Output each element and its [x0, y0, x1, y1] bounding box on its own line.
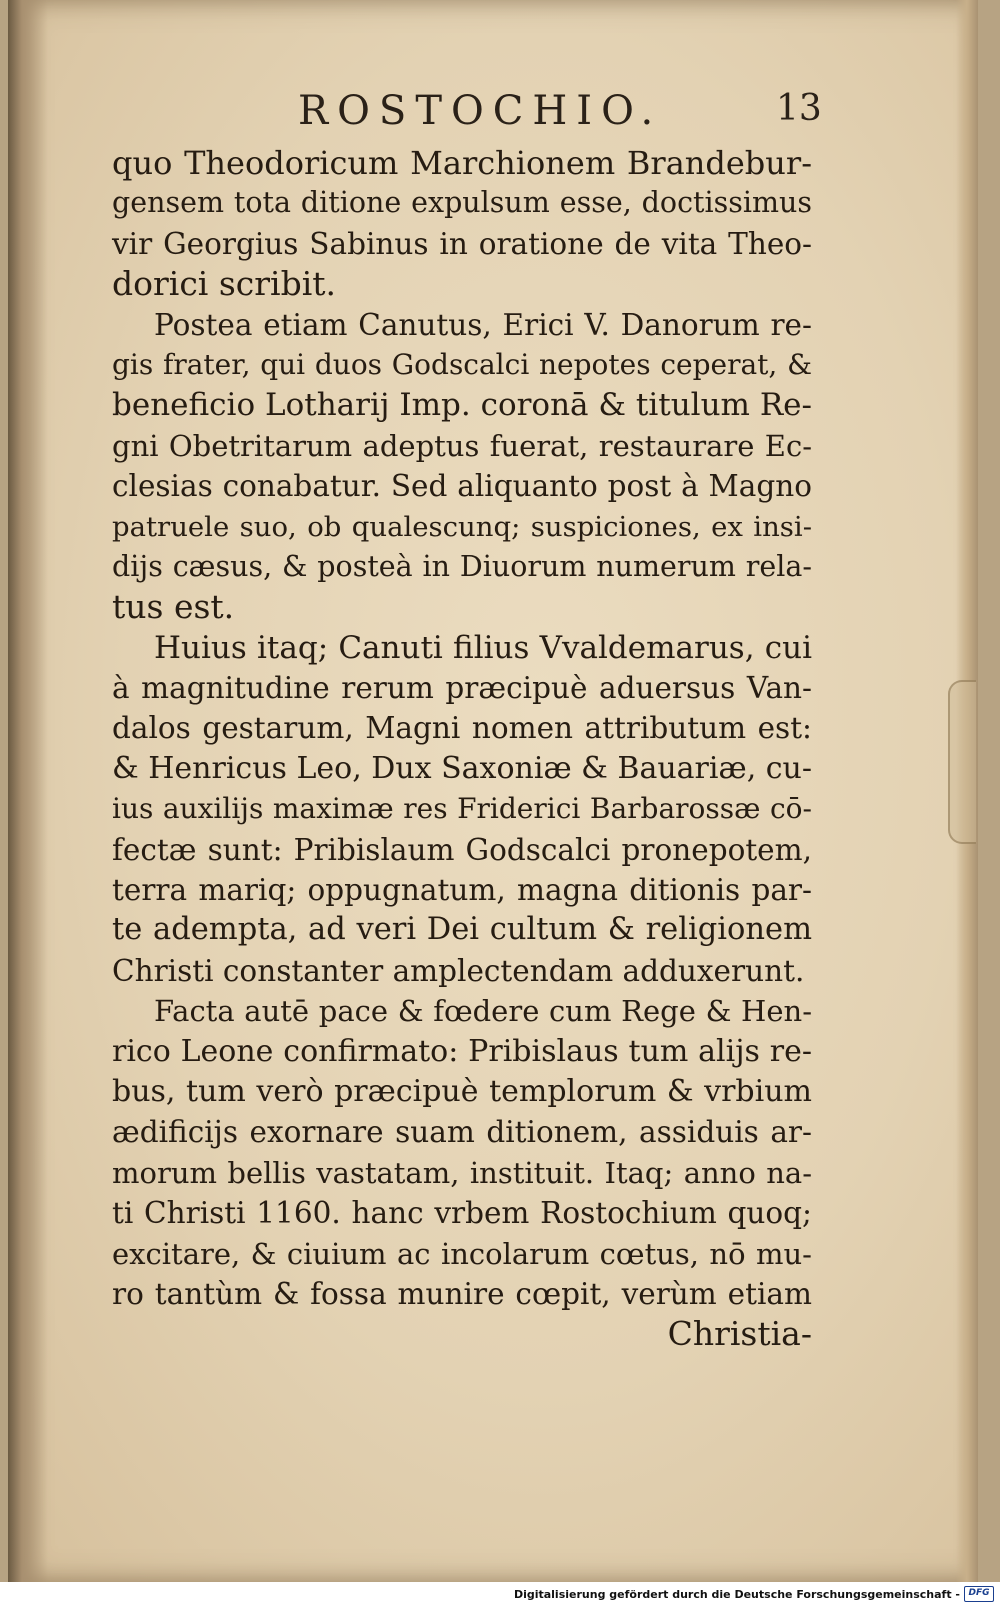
dfg-logo: DFG — [964, 1586, 994, 1602]
text-line: tus est. — [112, 587, 235, 627]
text-line: gensem tota ditione expulsum esse, doctissimus — [112, 186, 812, 220]
text-line: vir Georgius Sabinus in oratione de vita Theo- — [112, 226, 812, 261]
text-line: ius auxilijs maximæ res Friderici Barbarossæ cō- — [112, 792, 812, 826]
text-line: terra mariq; oppugnatum, magna ditionis par- — [112, 873, 812, 908]
body-text — [112, 143, 812, 1355]
text-line: excitare, & ciuium ac incolarum cœtus, nō mu- — [112, 1236, 812, 1271]
text-line: & Henricus Leo, Dux Saxoniæ & Bauariæ, cu- — [112, 750, 813, 786]
running-head: ROSTOCHIO. — [298, 88, 663, 134]
text-line: bus, tum verò præcipuè templorum & vrbium — [112, 1073, 812, 1109]
text-line: patruele suo, ob qualescunq; suspiciones, ex insi- — [112, 510, 812, 543]
text-line: beneficio Lotharij Imp. coronā & titulum Re- — [112, 387, 812, 424]
text-line: gis frater, qui duos Godscalci nepotes ceperat, & — [112, 347, 812, 381]
text-line: dijs cæsus, & posteà in Diuorum numerum rela- — [112, 549, 812, 583]
text-line: ro tantùm & fossa munire cœpit, verùm etiam — [112, 1276, 812, 1311]
paragraph-start-line: Postea etiam Canutus, Erici V. Danorum re- — [154, 307, 812, 342]
text-line: à magnitudine rerum præcipuè aduersus Van- — [112, 671, 812, 706]
page-number: 13 — [776, 88, 822, 129]
digitization-footer — [0, 1582, 1000, 1608]
text-line: rico Leone confirmato: Pribislaus tum alijs re- — [112, 1033, 812, 1069]
book-page — [8, 0, 978, 1582]
funding-credit: Digitalisierung gefördert durch die Deutsche Forschungsgemeinschaft - — [513, 1588, 960, 1601]
text-line: Christi constanter amplectendam adduxerunt. — [112, 953, 805, 988]
text-line: dorici scribit. — [112, 264, 337, 304]
text-line: ti Christi 1160. hanc vrbem Rostochium quoq; — [112, 1196, 812, 1231]
text-line: gni Obetritarum adeptus fuerat, restaurare Ec- — [112, 428, 812, 463]
paragraph-start-line: Facta autē pace & fœdere cum Rege & Hen- — [154, 994, 812, 1029]
text-line: te adempta, ad veri Dei cultum & religionem — [112, 912, 812, 948]
text-line: quo Theodoricum Marchionem Brandebur- — [112, 144, 812, 182]
catchword: Christia- — [667, 1314, 812, 1354]
binding-gutter — [8, 0, 48, 1582]
text-line: dalos gestarum, Magni nomen attributum est: — [112, 711, 812, 746]
text-line: morum bellis vastatam, instituit. Itaq; anno na- — [112, 1155, 812, 1190]
text-line: fectæ sunt: Pribislaum Godscalci pronepotem, — [112, 832, 812, 867]
text-line: ædificijs exornare suam ditionem, assiduis ar- — [112, 1115, 812, 1150]
paragraph-start-line: Huius itaq; Canuti filius Vvaldemarus, cui — [154, 629, 812, 666]
text-line: clesias conabatur. Sed aliquanto post à Magno — [112, 469, 812, 504]
page-edge-tab — [948, 680, 976, 844]
